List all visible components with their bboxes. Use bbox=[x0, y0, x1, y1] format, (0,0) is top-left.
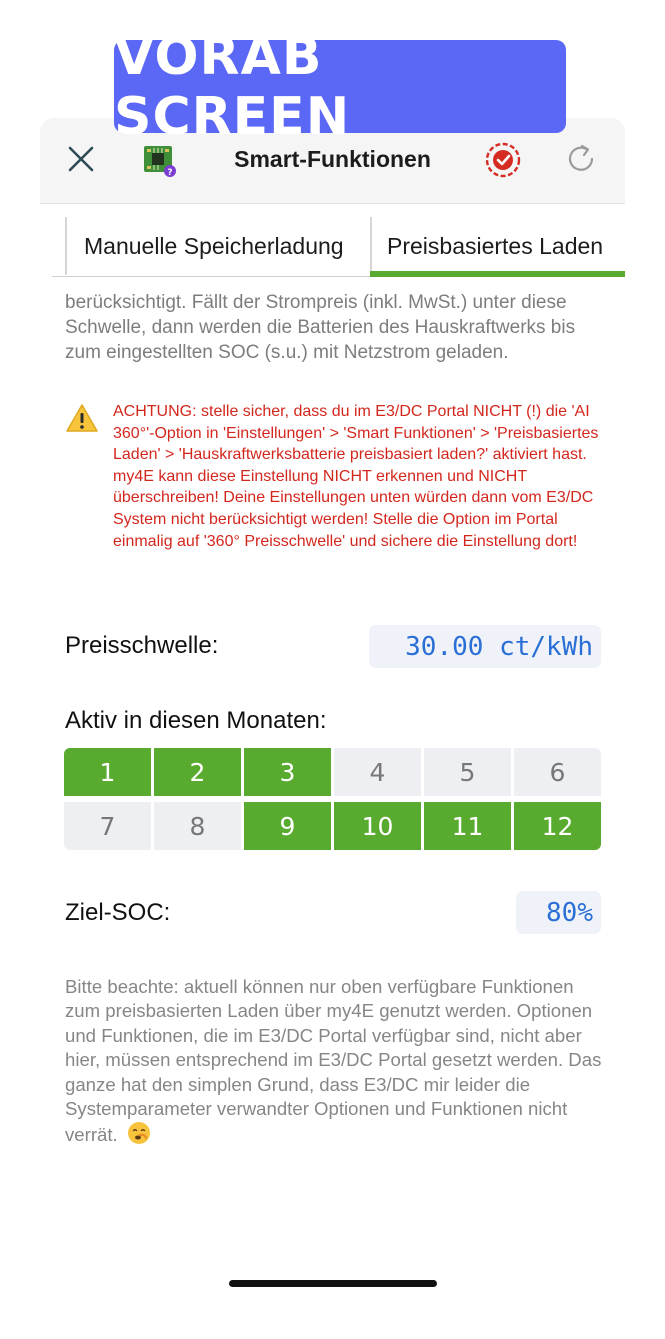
modal-sheet bbox=[40, 118, 625, 1339]
tab-bar bbox=[40, 203, 625, 277]
svg-text:?: ? bbox=[167, 168, 173, 178]
warning-icon bbox=[65, 403, 99, 433]
tab-preisbasiertes-laden[interactable] bbox=[370, 217, 625, 275]
vorab-screen-badge: VORAB SCREEN bbox=[114, 40, 566, 133]
month-toggle[interactable]: 3 bbox=[244, 748, 331, 796]
ziel-soc-label: Ziel-SOC: bbox=[65, 899, 171, 926]
tab-manuelle-speicherladung[interactable] bbox=[65, 217, 344, 275]
month-toggle[interactable]: 11 bbox=[424, 802, 511, 850]
month-toggle[interactable]: 6 bbox=[514, 748, 601, 796]
month-toggle[interactable]: 12 bbox=[514, 802, 601, 850]
month-toggle[interactable]: 8 bbox=[154, 802, 241, 850]
note-text bbox=[65, 975, 605, 1152]
monate-label: Aktiv in diesen Monaten: bbox=[65, 707, 327, 734]
month-toggle[interactable]: 5 bbox=[424, 748, 511, 796]
note-body: Bitte beachte: aktuell können nur oben verfügbare Funktionen zum preisbasierten Laden über my4E genutzt werden. Optionen und Funktionen, die im E3/DC Portal verfügbar sind, nicht aber hier, müssen entsprechend im E3/DC Portal gesetzt werden. Das ganze hat den simplen Grund, dass E3/DC mir leider die Systemparameter verwandter Optionen und Funktionen nicht verrät. bbox=[65, 976, 602, 1146]
month-toggle[interactable]: 1 bbox=[64, 748, 151, 796]
preisschwelle-label: Preisschwelle: bbox=[65, 632, 219, 659]
preisschwelle-field[interactable]: 30.00 ct/kWh bbox=[369, 625, 601, 668]
month-toggle[interactable]: 7 bbox=[64, 802, 151, 850]
month-toggle[interactable]: 9 bbox=[244, 802, 331, 850]
ziel-soc-field[interactable]: 80% bbox=[516, 891, 601, 934]
home-indicator bbox=[229, 1280, 437, 1287]
active-tab-indicator bbox=[370, 271, 625, 277]
circuit-board-icon bbox=[141, 142, 177, 178]
month-toggle[interactable]: 2 bbox=[154, 748, 241, 796]
tab-label: Preisbasiertes Laden bbox=[387, 232, 604, 259]
month-toggle[interactable]: 4 bbox=[334, 748, 421, 796]
intro-text: berücksichtigt. Fällt der Strompreis (inkl. MwSt.) unter diese Schwelle, dann werden die Batterien des Hauskraftwerks bis zum eingestellten SOC (s.u.) mit Netzstrom geladen. bbox=[65, 292, 576, 363]
page-title: Smart-Funktionen bbox=[234, 146, 431, 172]
month-toggle[interactable]: 10 bbox=[334, 802, 421, 850]
close-icon[interactable] bbox=[64, 142, 98, 176]
tab-label: Manuelle Speicherladung bbox=[84, 232, 344, 259]
emoji-face-icon bbox=[127, 1121, 151, 1151]
refresh-icon[interactable] bbox=[563, 140, 601, 178]
warning-text: ACHTUNG: stelle sicher, dass du im E3/DC Portal NICHT (!) die 'AI 360°'-Option in 'Einstellungen' > 'Smart Funktionen' > 'Preisbasiertes Laden' > 'Hauskraftwerksbatterie preisbasiert laden?' aktiviert hast. my4E kann diese Einstellung NICHT erkennen und NICHT überschreiben! Deine Einstellungen unten würden dann vom E3/DC System nicht berücksichtigt werden! Stelle die Option im Portal einmalig auf '360° Preisschwelle' und sichere die Einstellung dort! bbox=[113, 403, 599, 550]
month-selector bbox=[64, 748, 601, 852]
